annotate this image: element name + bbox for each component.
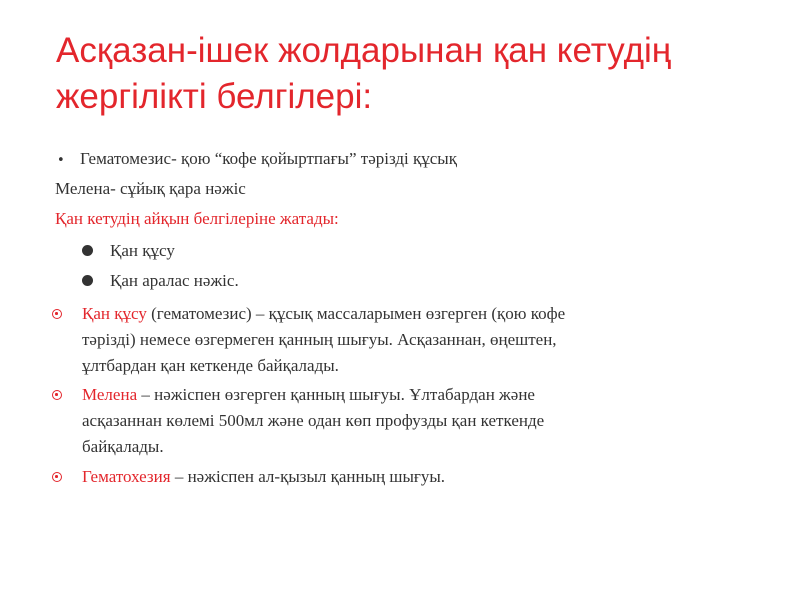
slide-title [56,28,756,120]
disc-bullet-icon [82,275,93,286]
definition-text: (гематомезис) – құсық массаларымен өзгерген (қою кофе [146,304,566,323]
slide-title-line2: жергілікті белгілері: [56,77,373,116]
definition-text: – нәжіспен ал-қызыл қанның шығуы. [170,467,446,486]
red-heading: Қан кетудің айқын белгілеріне жатады: [55,209,339,228]
definition-term: Қан құсу [82,304,147,323]
sub-item-vomiting-blood: Қан құсу [110,241,175,260]
sub-item-bloody-stool: Қан аралас нәжіс. [110,271,239,290]
definition-text: тәрізді) немесе өзгермеген қанның шығуы. Асқазаннан, өңештен, [82,330,557,349]
definition-term: Мелена [82,385,138,404]
slide-title-line1: Асқазан-ішек жолдарынан қан кетудің [56,31,672,70]
definition-vomiting-blood [82,301,742,379]
definition-hematochezia [82,464,742,490]
disc-bullet-icon [82,245,93,256]
text-melena: Мелена- сұйық қара нәжіс [55,179,246,198]
definition-text: асқазаннан көлемі 500мл және одан көп профузды қан кеткенде [82,411,545,430]
definition-term: Гематохезия [82,467,171,486]
definition-text: – нәжіспен өзгерген қанның шығуы. Ұлтабардан және [137,385,535,404]
circle-bullet-icon [52,390,62,400]
circle-bullet-icon [52,309,62,319]
definition-text: ұлтбардан қан кеткенде байқалады. [82,356,339,375]
definition-text: байқалады. [82,437,164,456]
definition-melena [82,382,742,460]
circle-bullet-icon [52,472,62,482]
bullet-dot-icon: • [57,153,65,168]
bullet-item-hematemesis: Гематомезис- қою “кофе қойыртпағы” тәрізді құсық [80,149,457,168]
